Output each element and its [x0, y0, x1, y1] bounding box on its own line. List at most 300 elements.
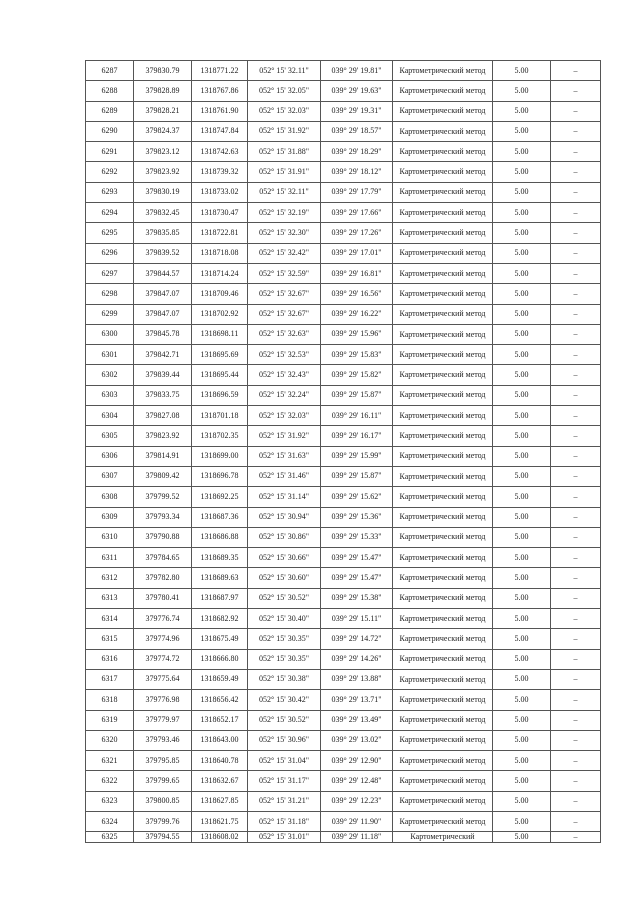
accuracy-cell: 5.00: [493, 669, 551, 689]
x-coordinate-cell: 379776.98: [134, 690, 192, 710]
table-row: [86, 730, 601, 750]
latitude-cell: 052° 15' 32.11": [248, 61, 321, 81]
y-coordinate-cell: 1318640.78: [192, 751, 248, 771]
longitude-cell: 039° 29' 15.99": [321, 446, 393, 466]
method-cell: Картометрический метод: [393, 710, 493, 730]
accuracy-cell: 5.00: [493, 771, 551, 791]
table-row: [86, 426, 601, 446]
x-coordinate-cell: 379779.97: [134, 710, 192, 730]
method-cell: Картометрический метод: [393, 61, 493, 81]
y-coordinate-cell: 1318682.92: [192, 609, 248, 629]
accuracy-cell: 5.00: [493, 121, 551, 141]
y-coordinate-cell: 1318696.78: [192, 466, 248, 486]
y-coordinate-cell: 1318739.32: [192, 162, 248, 182]
method-cell: Картометрический метод: [393, 446, 493, 466]
note-cell: –: [551, 223, 601, 243]
point-number-cell: 6319: [86, 710, 134, 730]
table-row: [86, 243, 601, 263]
method-cell: Картометрический метод: [393, 568, 493, 588]
latitude-cell: 052° 15' 32.42": [248, 243, 321, 263]
x-coordinate-cell: 379793.46: [134, 730, 192, 750]
table-row: [86, 527, 601, 547]
method-cell: Картометрический метод: [393, 426, 493, 446]
y-coordinate-cell: 1318714.24: [192, 263, 248, 283]
table-row: [86, 142, 601, 162]
point-number-cell: 6316: [86, 649, 134, 669]
point-number-cell: 6295: [86, 223, 134, 243]
table-row: [86, 487, 601, 507]
method-cell: Картометрический метод: [393, 243, 493, 263]
accuracy-cell: 5.00: [493, 466, 551, 486]
latitude-cell: 052° 15' 32.43": [248, 365, 321, 385]
point-number-cell: 6304: [86, 406, 134, 426]
method-cell: Картометрический метод: [393, 527, 493, 547]
x-coordinate-cell: 379799.65: [134, 771, 192, 791]
method-cell: Картометрический метод: [393, 629, 493, 649]
table-row: [86, 385, 601, 405]
note-cell: –: [551, 284, 601, 304]
point-number-cell: 6323: [86, 791, 134, 811]
method-cell: Картометрический метод: [393, 751, 493, 771]
x-coordinate-cell: 379782.80: [134, 568, 192, 588]
table-row: [86, 365, 601, 385]
accuracy-cell: 5.00: [493, 609, 551, 629]
note-cell: –: [551, 751, 601, 771]
table-row: [86, 81, 601, 101]
x-coordinate-cell: 379790.88: [134, 527, 192, 547]
method-cell: Картометрический метод: [393, 121, 493, 141]
note-cell: –: [551, 710, 601, 730]
method-cell: Картометрический метод: [393, 811, 493, 831]
accuracy-cell: 5.00: [493, 487, 551, 507]
note-cell: –: [551, 791, 601, 811]
longitude-cell: 039° 29' 19.31": [321, 101, 393, 121]
latitude-cell: 052° 15' 31.63": [248, 446, 321, 466]
note-cell: –: [551, 324, 601, 344]
latitude-cell: 052° 15' 31.92": [248, 426, 321, 446]
accuracy-cell: 5.00: [493, 81, 551, 101]
table-row: [86, 446, 601, 466]
latitude-cell: 052° 15' 30.94": [248, 507, 321, 527]
longitude-cell: 039° 29' 15.38": [321, 588, 393, 608]
note-cell: –: [551, 61, 601, 81]
method-cell: Картометрический метод: [393, 385, 493, 405]
y-coordinate-cell: 1318709.46: [192, 284, 248, 304]
note-cell: –: [551, 243, 601, 263]
method-cell: Картометрический метод: [393, 162, 493, 182]
longitude-cell: 039° 29' 15.47": [321, 568, 393, 588]
longitude-cell: 039° 29' 11.90": [321, 811, 393, 831]
method-cell: Картометрический метод: [393, 304, 493, 324]
latitude-cell: 052° 15' 32.67": [248, 304, 321, 324]
accuracy-cell: 5.00: [493, 832, 551, 843]
method-cell: Картометрический метод: [393, 345, 493, 365]
accuracy-cell: 5.00: [493, 527, 551, 547]
y-coordinate-cell: 1318695.69: [192, 345, 248, 365]
method-cell: Картометрический метод: [393, 406, 493, 426]
latitude-cell: 052° 15' 32.03": [248, 406, 321, 426]
x-coordinate-cell: 379795.85: [134, 751, 192, 771]
longitude-cell: 039° 29' 14.72": [321, 629, 393, 649]
y-coordinate-cell: 1318696.59: [192, 385, 248, 405]
accuracy-cell: 5.00: [493, 304, 551, 324]
note-cell: –: [551, 406, 601, 426]
point-number-cell: 6308: [86, 487, 134, 507]
accuracy-cell: 5.00: [493, 203, 551, 223]
method-cell: Картометрический: [393, 832, 493, 843]
y-coordinate-cell: 1318698.11: [192, 324, 248, 344]
coordinates-table-body: [86, 61, 601, 843]
note-cell: –: [551, 609, 601, 629]
longitude-cell: 039° 29' 17.01": [321, 243, 393, 263]
y-coordinate-cell: 1318621.75: [192, 811, 248, 831]
latitude-cell: 052° 15' 32.53": [248, 345, 321, 365]
x-coordinate-cell: 379830.79: [134, 61, 192, 81]
x-coordinate-cell: 379830.19: [134, 182, 192, 202]
note-cell: –: [551, 466, 601, 486]
longitude-cell: 039° 29' 17.66": [321, 203, 393, 223]
accuracy-cell: 5.00: [493, 101, 551, 121]
table-row: [86, 101, 601, 121]
note-cell: –: [551, 304, 601, 324]
point-number-cell: 6288: [86, 81, 134, 101]
x-coordinate-cell: 379828.21: [134, 101, 192, 121]
note-cell: –: [551, 690, 601, 710]
latitude-cell: 052° 15' 30.66": [248, 548, 321, 568]
y-coordinate-cell: 1318652.17: [192, 710, 248, 730]
point-number-cell: 6324: [86, 811, 134, 831]
x-coordinate-cell: 379845.78: [134, 324, 192, 344]
y-coordinate-cell: 1318687.97: [192, 588, 248, 608]
point-number-cell: 6306: [86, 446, 134, 466]
method-cell: Картометрический метод: [393, 548, 493, 568]
table-row: [86, 609, 601, 629]
x-coordinate-cell: 379800.85: [134, 791, 192, 811]
accuracy-cell: 5.00: [493, 406, 551, 426]
x-coordinate-cell: 379775.64: [134, 669, 192, 689]
point-number-cell: 6325: [86, 832, 134, 843]
accuracy-cell: 5.00: [493, 223, 551, 243]
point-number-cell: 6312: [86, 568, 134, 588]
longitude-cell: 039° 29' 12.48": [321, 771, 393, 791]
longitude-cell: 039° 29' 16.11": [321, 406, 393, 426]
longitude-cell: 039° 29' 15.87": [321, 385, 393, 405]
latitude-cell: 052° 15' 30.40": [248, 609, 321, 629]
accuracy-cell: 5.00: [493, 263, 551, 283]
table-row: [86, 649, 601, 669]
point-number-cell: 6293: [86, 182, 134, 202]
longitude-cell: 039° 29' 16.17": [321, 426, 393, 446]
longitude-cell: 039° 29' 12.23": [321, 791, 393, 811]
latitude-cell: 052° 15' 32.59": [248, 263, 321, 283]
y-coordinate-cell: 1318656.42: [192, 690, 248, 710]
y-coordinate-cell: 1318747.84: [192, 121, 248, 141]
y-coordinate-cell: 1318692.25: [192, 487, 248, 507]
note-cell: –: [551, 527, 601, 547]
longitude-cell: 039° 29' 15.87": [321, 466, 393, 486]
note-cell: –: [551, 365, 601, 385]
table-row: [86, 304, 601, 324]
y-coordinate-cell: 1318702.92: [192, 304, 248, 324]
accuracy-cell: 5.00: [493, 791, 551, 811]
accuracy-cell: 5.00: [493, 182, 551, 202]
note-cell: –: [551, 385, 601, 405]
table-row: [86, 345, 601, 365]
method-cell: Картометрический метод: [393, 142, 493, 162]
y-coordinate-cell: 1318730.47: [192, 203, 248, 223]
point-number-cell: 6313: [86, 588, 134, 608]
x-coordinate-cell: 379844.57: [134, 263, 192, 283]
longitude-cell: 039° 29' 11.18": [321, 832, 393, 843]
x-coordinate-cell: 379774.96: [134, 629, 192, 649]
table-row: [86, 162, 601, 182]
table-row: [86, 791, 601, 811]
x-coordinate-cell: 379839.44: [134, 365, 192, 385]
method-cell: Картометрический метод: [393, 487, 493, 507]
accuracy-cell: 5.00: [493, 446, 551, 466]
method-cell: Картометрический метод: [393, 669, 493, 689]
note-cell: –: [551, 162, 601, 182]
method-cell: Картометрический метод: [393, 690, 493, 710]
latitude-cell: 052° 15' 32.63": [248, 324, 321, 344]
method-cell: Картометрический метод: [393, 466, 493, 486]
accuracy-cell: 5.00: [493, 284, 551, 304]
point-number-cell: 6290: [86, 121, 134, 141]
method-cell: Картометрический метод: [393, 365, 493, 385]
table-row: [86, 832, 601, 843]
latitude-cell: 052° 15' 30.42": [248, 690, 321, 710]
point-number-cell: 6294: [86, 203, 134, 223]
accuracy-cell: 5.00: [493, 649, 551, 669]
longitude-cell: 039° 29' 15.47": [321, 548, 393, 568]
y-coordinate-cell: 1318733.02: [192, 182, 248, 202]
note-cell: –: [551, 771, 601, 791]
longitude-cell: 039° 29' 15.82": [321, 365, 393, 385]
latitude-cell: 052° 15' 30.52": [248, 710, 321, 730]
x-coordinate-cell: 379827.08: [134, 406, 192, 426]
table-row: [86, 548, 601, 568]
table-row: [86, 203, 601, 223]
note-cell: –: [551, 669, 601, 689]
table-row: [86, 669, 601, 689]
method-cell: Картометрический метод: [393, 182, 493, 202]
longitude-cell: 039° 29' 13.02": [321, 730, 393, 750]
accuracy-cell: 5.00: [493, 730, 551, 750]
accuracy-cell: 5.00: [493, 568, 551, 588]
note-cell: –: [551, 487, 601, 507]
note-cell: –: [551, 101, 601, 121]
table-row: [86, 568, 601, 588]
latitude-cell: 052° 15' 30.60": [248, 568, 321, 588]
point-number-cell: 6301: [86, 345, 134, 365]
table-row: [86, 223, 601, 243]
accuracy-cell: 5.00: [493, 162, 551, 182]
point-number-cell: 6322: [86, 771, 134, 791]
y-coordinate-cell: 1318689.63: [192, 568, 248, 588]
latitude-cell: 052° 15' 31.46": [248, 466, 321, 486]
accuracy-cell: 5.00: [493, 61, 551, 81]
note-cell: –: [551, 832, 601, 843]
x-coordinate-cell: 379814.91: [134, 446, 192, 466]
latitude-cell: 052° 15' 32.24": [248, 385, 321, 405]
note-cell: –: [551, 629, 601, 649]
x-coordinate-cell: 379799.52: [134, 487, 192, 507]
method-cell: Картометрический метод: [393, 81, 493, 101]
longitude-cell: 039° 29' 14.26": [321, 649, 393, 669]
latitude-cell: 052° 15' 31.14": [248, 487, 321, 507]
latitude-cell: 052° 15' 31.17": [248, 771, 321, 791]
note-cell: –: [551, 588, 601, 608]
point-number-cell: 6303: [86, 385, 134, 405]
x-coordinate-cell: 379828.89: [134, 81, 192, 101]
accuracy-cell: 5.00: [493, 324, 551, 344]
method-cell: Картометрический метод: [393, 223, 493, 243]
point-number-cell: 6305: [86, 426, 134, 446]
point-number-cell: 6310: [86, 527, 134, 547]
y-coordinate-cell: 1318659.49: [192, 669, 248, 689]
point-number-cell: 6307: [86, 466, 134, 486]
point-number-cell: 6296: [86, 243, 134, 263]
y-coordinate-cell: 1318675.49: [192, 629, 248, 649]
note-cell: –: [551, 345, 601, 365]
latitude-cell: 052° 15' 32.03": [248, 101, 321, 121]
table-row: [86, 629, 601, 649]
method-cell: Картометрический метод: [393, 324, 493, 344]
point-number-cell: 6321: [86, 751, 134, 771]
longitude-cell: 039° 29' 15.36": [321, 507, 393, 527]
longitude-cell: 039° 29' 13.49": [321, 710, 393, 730]
y-coordinate-cell: 1318702.35: [192, 426, 248, 446]
table-row: [86, 507, 601, 527]
point-number-cell: 6291: [86, 142, 134, 162]
table-row: [86, 588, 601, 608]
accuracy-cell: 5.00: [493, 385, 551, 405]
longitude-cell: 039° 29' 18.29": [321, 142, 393, 162]
table-row: [86, 121, 601, 141]
longitude-cell: 039° 29' 16.56": [321, 284, 393, 304]
x-coordinate-cell: 379823.12: [134, 142, 192, 162]
latitude-cell: 052° 15' 32.19": [248, 203, 321, 223]
latitude-cell: 052° 15' 32.05": [248, 81, 321, 101]
x-coordinate-cell: 379823.92: [134, 162, 192, 182]
y-coordinate-cell: 1318771.22: [192, 61, 248, 81]
x-coordinate-cell: 379784.65: [134, 548, 192, 568]
y-coordinate-cell: 1318686.88: [192, 527, 248, 547]
note-cell: –: [551, 811, 601, 831]
longitude-cell: 039° 29' 15.83": [321, 345, 393, 365]
y-coordinate-cell: 1318701.18: [192, 406, 248, 426]
point-number-cell: 6287: [86, 61, 134, 81]
point-number-cell: 6298: [86, 284, 134, 304]
note-cell: –: [551, 426, 601, 446]
longitude-cell: 039° 29' 18.12": [321, 162, 393, 182]
x-coordinate-cell: 379794.55: [134, 832, 192, 843]
accuracy-cell: 5.00: [493, 243, 551, 263]
accuracy-cell: 5.00: [493, 345, 551, 365]
accuracy-cell: 5.00: [493, 588, 551, 608]
y-coordinate-cell: 1318761.90: [192, 101, 248, 121]
accuracy-cell: 5.00: [493, 507, 551, 527]
longitude-cell: 039° 29' 15.96": [321, 324, 393, 344]
latitude-cell: 052° 15' 31.18": [248, 811, 321, 831]
point-number-cell: 6311: [86, 548, 134, 568]
x-coordinate-cell: 379776.74: [134, 609, 192, 629]
accuracy-cell: 5.00: [493, 548, 551, 568]
table-row: [86, 284, 601, 304]
latitude-cell: 052° 15' 30.38": [248, 669, 321, 689]
point-number-cell: 6292: [86, 162, 134, 182]
point-number-cell: 6315: [86, 629, 134, 649]
y-coordinate-cell: 1318722.81: [192, 223, 248, 243]
method-cell: Картометрический метод: [393, 101, 493, 121]
x-coordinate-cell: 379823.92: [134, 426, 192, 446]
y-coordinate-cell: 1318699.00: [192, 446, 248, 466]
table-row: [86, 811, 601, 831]
table-row: [86, 406, 601, 426]
y-coordinate-cell: 1318718.08: [192, 243, 248, 263]
method-cell: Картометрический метод: [393, 203, 493, 223]
accuracy-cell: 5.00: [493, 426, 551, 446]
coordinates-table: [85, 60, 601, 843]
table-row: [86, 263, 601, 283]
table-row: [86, 771, 601, 791]
x-coordinate-cell: 379833.75: [134, 385, 192, 405]
method-cell: Картометрический метод: [393, 609, 493, 629]
accuracy-cell: 5.00: [493, 690, 551, 710]
point-number-cell: 6320: [86, 730, 134, 750]
x-coordinate-cell: 379847.07: [134, 304, 192, 324]
longitude-cell: 039° 29' 18.57": [321, 121, 393, 141]
x-coordinate-cell: 379780.41: [134, 588, 192, 608]
note-cell: –: [551, 446, 601, 466]
latitude-cell: 052° 15' 30.96": [248, 730, 321, 750]
method-cell: Картометрический метод: [393, 791, 493, 811]
note-cell: –: [551, 263, 601, 283]
note-cell: –: [551, 203, 601, 223]
note-cell: –: [551, 548, 601, 568]
point-number-cell: 6299: [86, 304, 134, 324]
y-coordinate-cell: 1318689.35: [192, 548, 248, 568]
latitude-cell: 052° 15' 31.88": [248, 142, 321, 162]
method-cell: Картометрический метод: [393, 649, 493, 669]
longitude-cell: 039° 29' 17.79": [321, 182, 393, 202]
point-number-cell: 6317: [86, 669, 134, 689]
point-number-cell: 6300: [86, 324, 134, 344]
table-row: [86, 751, 601, 771]
accuracy-cell: 5.00: [493, 710, 551, 730]
point-number-cell: 6297: [86, 263, 134, 283]
note-cell: –: [551, 730, 601, 750]
note-cell: –: [551, 121, 601, 141]
note-cell: –: [551, 81, 601, 101]
longitude-cell: 039° 29' 15.62": [321, 487, 393, 507]
accuracy-cell: 5.00: [493, 365, 551, 385]
y-coordinate-cell: 1318742.63: [192, 142, 248, 162]
point-number-cell: 6302: [86, 365, 134, 385]
method-cell: Картометрический метод: [393, 588, 493, 608]
x-coordinate-cell: 379847.07: [134, 284, 192, 304]
x-coordinate-cell: 379793.34: [134, 507, 192, 527]
longitude-cell: 039° 29' 17.26": [321, 223, 393, 243]
latitude-cell: 052° 15' 32.30": [248, 223, 321, 243]
note-cell: –: [551, 568, 601, 588]
accuracy-cell: 5.00: [493, 629, 551, 649]
longitude-cell: 039° 29' 19.63": [321, 81, 393, 101]
longitude-cell: 039° 29' 13.88": [321, 669, 393, 689]
longitude-cell: 039° 29' 15.33": [321, 527, 393, 547]
x-coordinate-cell: 379824.37: [134, 121, 192, 141]
y-coordinate-cell: 1318643.00: [192, 730, 248, 750]
